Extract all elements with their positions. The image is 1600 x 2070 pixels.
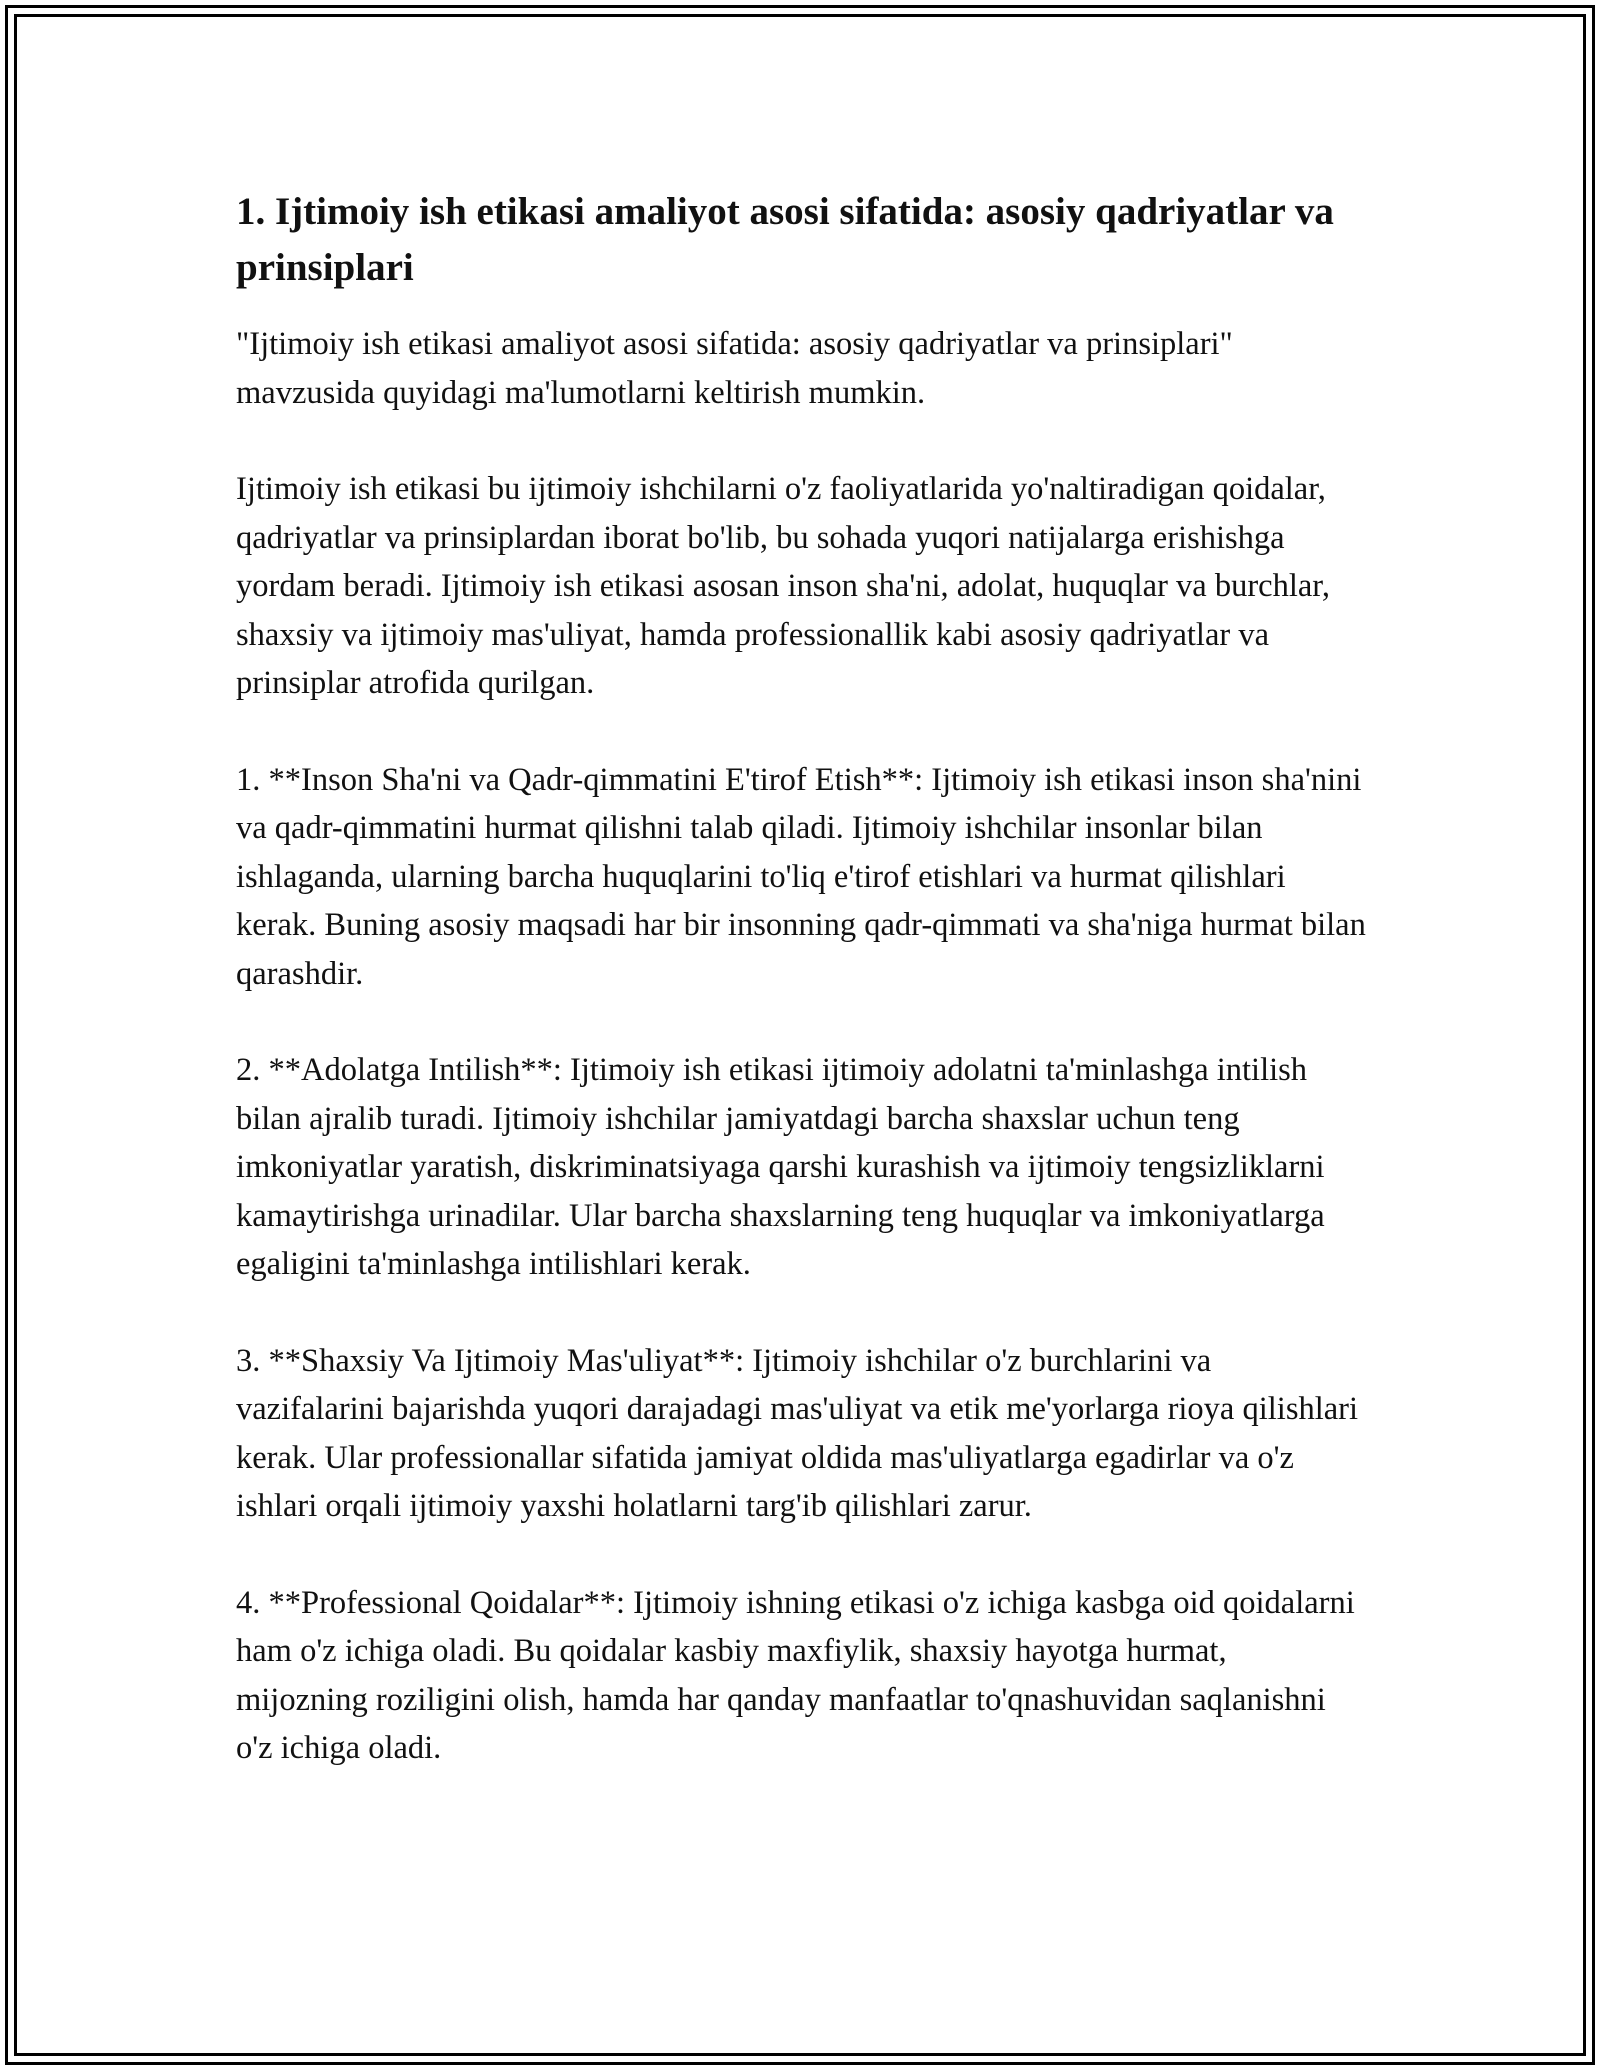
principle-paragraph-2: 2. **Adolatga Intilish**: Ijtimoiy ish etikasi ijtimoiy adolatni ta'minlashga intilish bilan ajralib turadi. Ijtimoiy ishchilar jamiyatdagi barcha shaxslar uchun teng imkoniyatlar yaratish, diskriminatsiyaga qarshi kurashish va ijtimoiy tengsizliklarni kamaytirishga urinadilar. Ular barcha shaxslarning teng huquqlar va imkoniyatlarga egaligini ta'minlashga intilishlari kerak. bbox=[236, 1052, 1325, 1282]
intro-paragraph: "Ijtimoiy ish etikasi amaliyot asosi sifatida: asosiy qadriyatlar va prinsiplari" mavzusida quyidagi ma'lumotlarni keltirish mumkin. bbox=[236, 326, 1233, 411]
document-title: 1. Ijtimoiy ish etikasi amaliyot asosi sifatida: asosiy qadriyatlar va prinsiplari bbox=[236, 190, 1334, 289]
principle-paragraph-1: 1. **Inson Sha'ni va Qadr-qimmatini E'tirof Etish**: Ijtimoiy ish etikasi inson sha'nini va qadr-qimmatini hurmat qilishni talab qiladi. Ijtimoiy ishchilar insonlar bilan ishlaganda, ularning barcha huquqlarini to'liq e'tirof etishlari va hurmat qilishlari kerak. Buning asosiy maqsadi har bir insonning qadr-qimmati va sha'niga hurmat bilan qarashdir. bbox=[236, 761, 1366, 992]
definition-paragraph: Ijtimoiy ish etikasi bu ijtimoiy ishchilarni o'z faoliyatlarida yo'naltiradigan qoidalar, qadriyatlar va prinsiplardan iborat bo'lib, bu sohada yuqori natijalarga erishishga yordam beradi. Ijtimoiy ish etikasi asosan inson sha'ni, adolat, huquqlar va burchlar, shaxsiy va ijtimoiy mas'uliyat, hamda professionallik kabi asosiy qadriyatlar va prinsiplar atrofida qurilgan. bbox=[236, 471, 1330, 701]
principle-paragraph-4: 4. **Professional Qoidalar**: Ijtimoiy ishning etikasi o'z ichiga kasbga oid qoidalarni ham o'z ichiga oladi. Bu qoidalar kasbiy maxfiylik, shaxsiy hayotga hurmat, mijozning roziligini olish, hamda har qanday manfaatlar to'qnashuvidan saqlanishni o'z ichiga oladi. bbox=[236, 1584, 1355, 1766]
principle-paragraph-3: 3. **Shaxsiy Va Ijtimoiy Mas'uliyat**: Ijtimoiy ishchilar o'z burchlarini va vazifalarini bajarishda yuqori darajadagi mas'uliyat va etik me'yorlarga rioya qilishlari kerak. Ular professionallar sifatida jamiyat oldida mas'uliyatlarga egadirlar va o'z ishlari orqali ijtimoiy yaxshi holatlarni targ'ib qilishlari zarur. bbox=[236, 1342, 1359, 1524]
document-body bbox=[236, 184, 1366, 1821]
